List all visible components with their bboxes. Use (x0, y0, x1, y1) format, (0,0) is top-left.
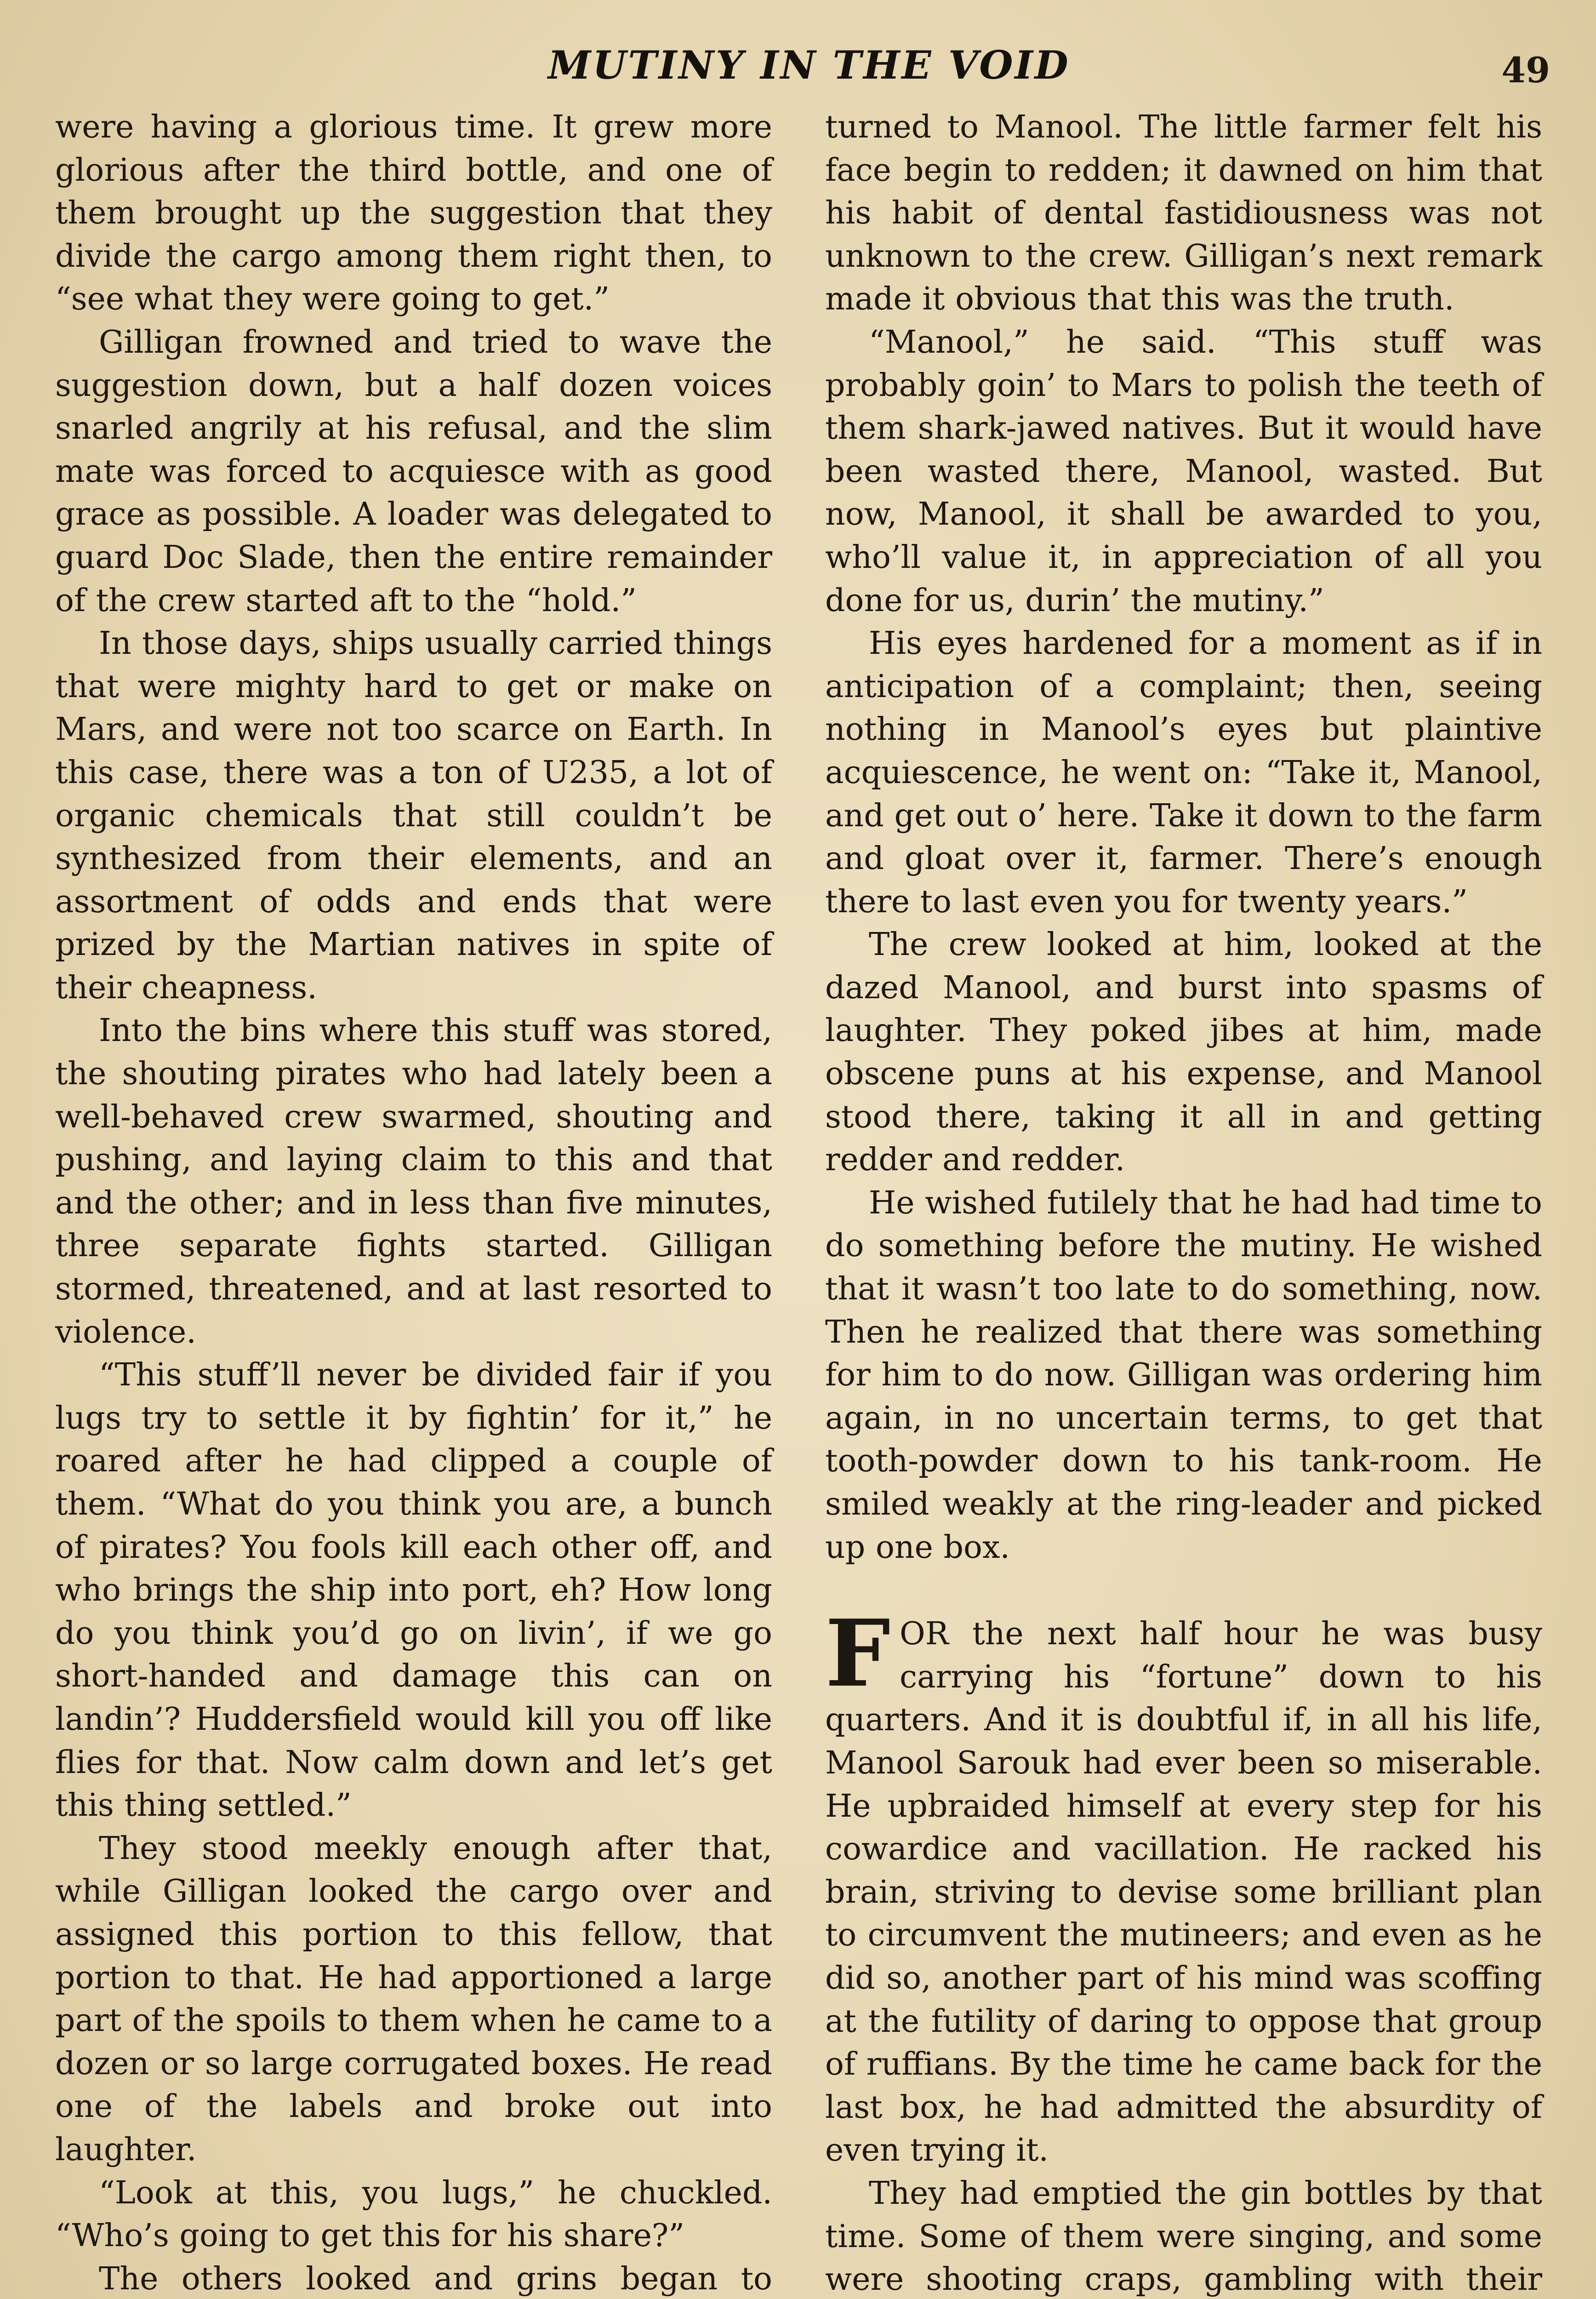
paragraph: “Look at this, you lugs,” he chuckled. “Who’s going to get this for his share?” (55, 2174, 772, 2254)
left-column (55, 106, 772, 2299)
paragraph: He wished futilely that he had had time to do something before the mutiny. He wished that it wasn’t too late to do something, now. Then he realized that there was something for him to do now. Gilligan was ordering him again, in no uncertain terms, to get that tooth-powder down to his tank-room. He smiled weakly at the ring-leader and picked up one box. (825, 1184, 1542, 1566)
paragraph: were having a glorious time. It grew more glorious after the third bottle, and one of them brought up the suggestion that they divide the cargo among them right then, to “see what they were going to get.” (55, 109, 772, 318)
paragraph: “This stuff’ll never be divided fair if you lugs try to settle it by fightin’ for it,” he roared after he had clipped a couple of them. “What do you think you are, a bunch of pirates? You fools kill each other off, and who brings the ship into port, eh? How long do you think you’d go on livin’, if we go short-handed and damage this can on landin’? Huddersfield would kill you off like flies for that. Now calm down and let’s get this thing settled.” (55, 1357, 772, 1824)
drop-cap: F (825, 1600, 890, 1708)
paragraph: turned to Manool. The little farmer felt his face begin to redden; it dawned on him that his habit of dental fastidiousness was not unknown to the crew. Gilligan’s next remark made it obvious that this was the truth. (825, 109, 1542, 318)
paragraph: Into the bins where this stuff was stored, the shouting pirates who had lately been a well-behaved crew swarmed, shouting and pushing, and laying claim to this and that and the other; and in less than five minutes, three separate fights started. Gilligan stormed, threatened, and at last resorted to violence. (55, 1012, 772, 1350)
section-opening-paragraph (825, 1600, 1542, 2172)
paragraph: Gilligan frowned and tried to wave the suggestion down, but a half dozen voices snarled angrily at his refusal, and the slim mate was forced to acquiesce with as good grace as possible. A loader was delegated to guard Doc Slade, then the entire remainder of the crew started aft to the “hold.” (55, 324, 772, 619)
paragraph: His eyes hardened for a moment as if in anticipation of a complaint; then, seeing nothing in Manool’s eyes but plaintive acquiescence, he went on: “Take it, Manool, and get out o’ here. Take it down to the farm and gloat over it, farmer. There’s enough there to last even you for twenty years.” (825, 625, 1542, 920)
paragraph: They stood meekly enough after that, while Gilligan looked the cargo over and assigned this portion to this fellow, that portion to that. He had apportioned a large part of the spoils to them when he came to a dozen or so large corrugated boxes. He read one of the labels and broke out into laughter. (55, 1830, 772, 2168)
running-title: MUTINY IN THE VOID (548, 42, 1070, 88)
paragraph: The crew looked at him, looked at the dazed Manool, and burst into spasms of laughter. They poked jibes at him, made obscene puns at his expense, and Manool stood there, taking it all in and getting redder and redder. (825, 926, 1542, 1178)
section-opening-text: OR the next half hour he was busy carrying his “fortune” down to his quarters. And it is doubtful if, in all his life, Manool Sarouk had ever been so miserable. He upbraided himself at every step for his cowardice and vacillation. He racked his brain, striving to devise some brilliant plan to circumvent the mutineers; and even as he did so, another part of his mind was scoffing at the futility of daring to oppose that group of ruffians. By the time he came back for the last box, he had admitted the absurdity of even trying it. (825, 1616, 1542, 2169)
paragraph: They had emptied the gin bottles by that time. Some of them were singing, and some were shooting craps, gambling with their (825, 2175, 1542, 2298)
paragraph: The others looked and grins began to (99, 2260, 772, 2297)
page-number: 49 (1501, 50, 1550, 91)
paragraph: “Manool,” he said. “This stuff was probably goin’ to Mars to polish the teeth of them shark-jawed natives. But it would have been wasted there, Manool, wasted. But now, Manool, it shall be awarded to you, who’ll value it, in appreciation of all you done for us, durin’ the mutiny.” (825, 324, 1542, 619)
right-column (825, 106, 1542, 2299)
paragraph: In those days, ships usually carried things that were mighty hard to get or make on Mars, and were not too scarce on Earth. In this case, there was a ton of U235, a lot of organic chemicals that still couldn’t be synthesized from their elements, and an assortment of odds and ends that were prized by the Martian natives in spite of their cheapness. (55, 625, 772, 1006)
